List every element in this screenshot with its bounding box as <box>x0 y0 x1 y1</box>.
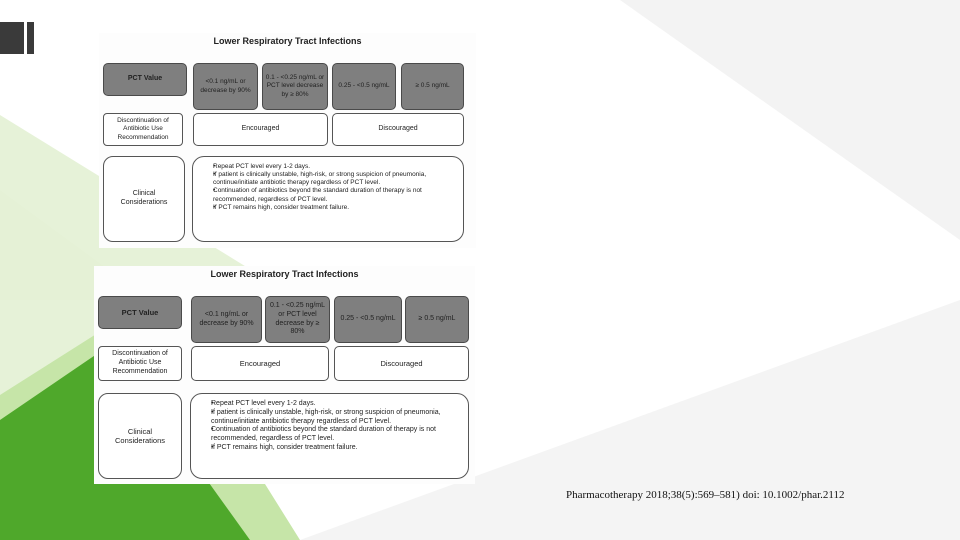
consideration-item: • Repeat PCT level every 1-2 days. <box>203 163 453 171</box>
discouraged-cell: Discouraged <box>332 113 464 146</box>
encouraged-cell: Encouraged <box>193 113 328 146</box>
discouraged-cell: Discouraged <box>334 346 469 381</box>
consideration-item: • If PCT remains high, consider treatment failure. <box>201 444 458 453</box>
pct-range-4: ≥ 0.5 ng/mL <box>401 63 464 110</box>
discontinuation-label: Discontinuation of Antibiotic Use Recommendation <box>98 346 182 381</box>
consideration-item: • If patient is clinically unstable, high-risk, or strong suspicion of pneumonia, continue/initiate antibiotic therapy regardless of PCT level. <box>203 171 453 187</box>
pct-range-2: 0.1 - <0.25 ng/mL or PCT level decrease by ≥ 80% <box>265 296 330 343</box>
pct-range-1: <0.1 ng/mL or decrease by 90% <box>193 63 258 110</box>
pct-range-2: 0.1 - <0.25 ng/mL or PCT level decrease by ≥ 80% <box>262 63 328 110</box>
pct-value-header: PCT Value <box>98 296 182 329</box>
lrti-table-bottom <box>94 266 475 484</box>
discontinuation-label: Discontinuation of Antibiotic Use Recommendation <box>103 113 183 146</box>
consideration-item: • Continuation of antibiotics beyond the standard duration of therapy is not recommended, regardless of PCT level. <box>203 187 453 203</box>
consideration-item: • Continuation of antibiotics beyond the standard duration of therapy is not recommended, regardless of PCT level. <box>201 426 458 444</box>
consideration-item: • Repeat PCT level every 1-2 days. <box>201 400 458 409</box>
pct-range-1: <0.1 ng/mL or decrease by 90% <box>191 296 262 343</box>
citation-text: Pharmacotherapy 2018;38(5):569–581) doi: 10.1002/phar.2112 <box>566 489 845 501</box>
clinical-considerations-list <box>192 156 464 242</box>
corner-decoration <box>0 22 34 54</box>
clinical-considerations-label: Clinical Considerations <box>98 393 182 479</box>
clinical-considerations-label: Clinical Considerations <box>103 156 185 242</box>
consideration-item: • If patient is clinically unstable, high-risk, or strong suspicion of pneumonia, continue/initiate antibiotic therapy regardless of PCT level. <box>201 409 458 427</box>
lrti-table-top <box>99 33 476 248</box>
pct-value-header: PCT Value <box>103 63 187 96</box>
pct-range-4: ≥ 0.5 ng/mL <box>405 296 469 343</box>
table-title: Lower Respiratory Tract Infections <box>210 269 359 279</box>
pct-range-3: 0.25 - <0.5 ng/mL <box>334 296 402 343</box>
clinical-considerations-list <box>190 393 469 479</box>
encouraged-cell: Encouraged <box>191 346 329 381</box>
consideration-item: • If PCT remains high, consider treatment failure. <box>203 204 453 212</box>
table-title: Lower Respiratory Tract Infections <box>213 36 362 46</box>
pct-range-3: 0.25 - <0.5 ng/mL <box>332 63 396 110</box>
